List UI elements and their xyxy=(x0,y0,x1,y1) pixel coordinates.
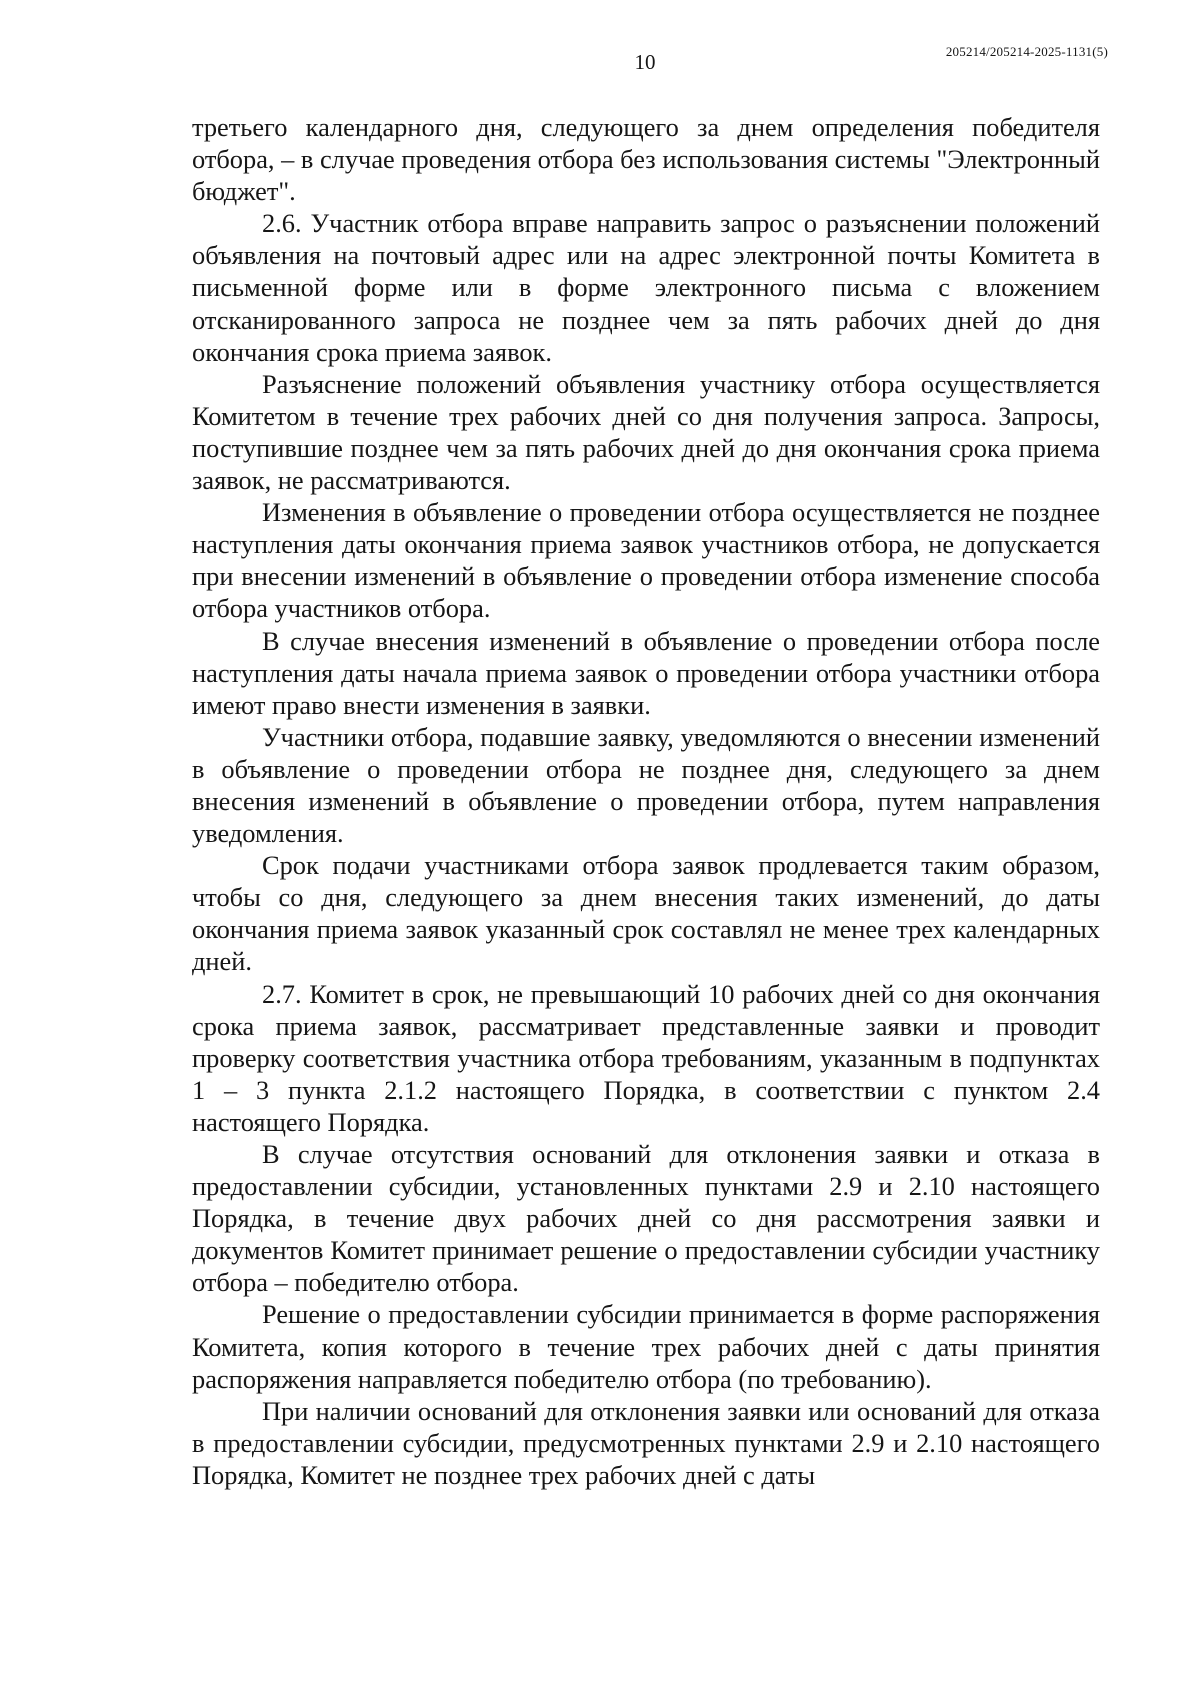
paragraph-decision-form: Решение о предоставлении субсидии принимается в форме распоряжения Комитета, копия которого в течение трех рабочих дней с даты принятия распоряжения направляется победителю отбора (по требованию). xyxy=(192,1299,1100,1394)
paragraph-decision-grant: В случае отсутствия оснований для отклонения заявки и отказа в предоставлении субсидии, установленных пунктами 2.9 и 2.10 настоящего Порядка, в течение двух рабочих дней со дня рассмотрения заявки и документов Комитет принимает решение о предоставлении субсидии участнику отбора – победителю отбора. xyxy=(192,1139,1100,1298)
paragraph-changes-after-start: В случае внесения изменений в объявление о проведении отбора после наступления даты начала приема заявок о проведении отбора участники отбора имеют право внести изменения в заявки. xyxy=(192,625,1100,720)
paragraph-notification: Участники отбора, подавшие заявку, уведомляются о внесении изменений в объявление о проведении отбора не позднее дня, следующего за днем внесения изменений в объявление о проведении отбора, путем направления уведомления. xyxy=(192,721,1100,849)
paragraph-2-7: 2.7. Комитет в срок, не превышающий 10 рабочих дней со дня окончания срока приема заявок, рассматривает представленные заявки и проводит проверку соответствия участника отбора требованиям, указанным в подпунктах 1 – 3 пункта 2.1.2 настоящего Порядка, в соответствии с пунктом 2.4 настоящего Порядка. xyxy=(192,978,1100,1137)
paragraph-rejection: При наличии оснований для отклонения заявки или оснований для отказа в предоставлении субсидии, предусмотренных пунктами 2.9 и 2.10 настоящего Порядка, Комитет не позднее трех рабочих дней с даты xyxy=(192,1395,1100,1490)
document-code: 205214/205214-2025-1131(5) xyxy=(945,44,1108,59)
paragraph-clarification: Разъяснение положений объявления участнику отбора осуществляется Комитетом в течение трех рабочих дней со дня получения запроса. Запросы, поступившие позднее чем за пять рабочих дней до дня окончания срока приема заявок, не рассматриваются. xyxy=(192,368,1100,496)
paragraph-2-6: 2.6. Участник отбора вправе направить запрос о разъяснении положений объявления на почтовый адрес или на адрес электронной почты Комитета в письменной форме или в форме электронного письма с вложением отсканированного запроса не позднее чем за пять рабочих дней до дня окончания срока приема заявок. xyxy=(192,208,1100,367)
paragraph-changes: Изменения в объявление о проведении отбора осуществляется не позднее наступления даты окончания приема заявок участников отбора, не допускается при внесении изменений в объявление о проведении отбора изменение способа отбора участников отбора. xyxy=(192,497,1100,624)
page-number: 10 xyxy=(634,50,656,74)
paragraph-continuation: третьего календарного дня, следующего за днем определения победителя отбора, – в случае проведения отбора без использования системы "Электронный бюджет". xyxy=(192,112,1100,207)
document-body xyxy=(192,111,1100,1491)
paragraph-deadline-extension: Срок подачи участниками отбора заявок продлевается таким образом, чтобы со дня, следующего за днем внесения таких изменений, до даты окончания приема заявок указанный срок составлял не менее трех календарных дней. xyxy=(192,850,1100,977)
